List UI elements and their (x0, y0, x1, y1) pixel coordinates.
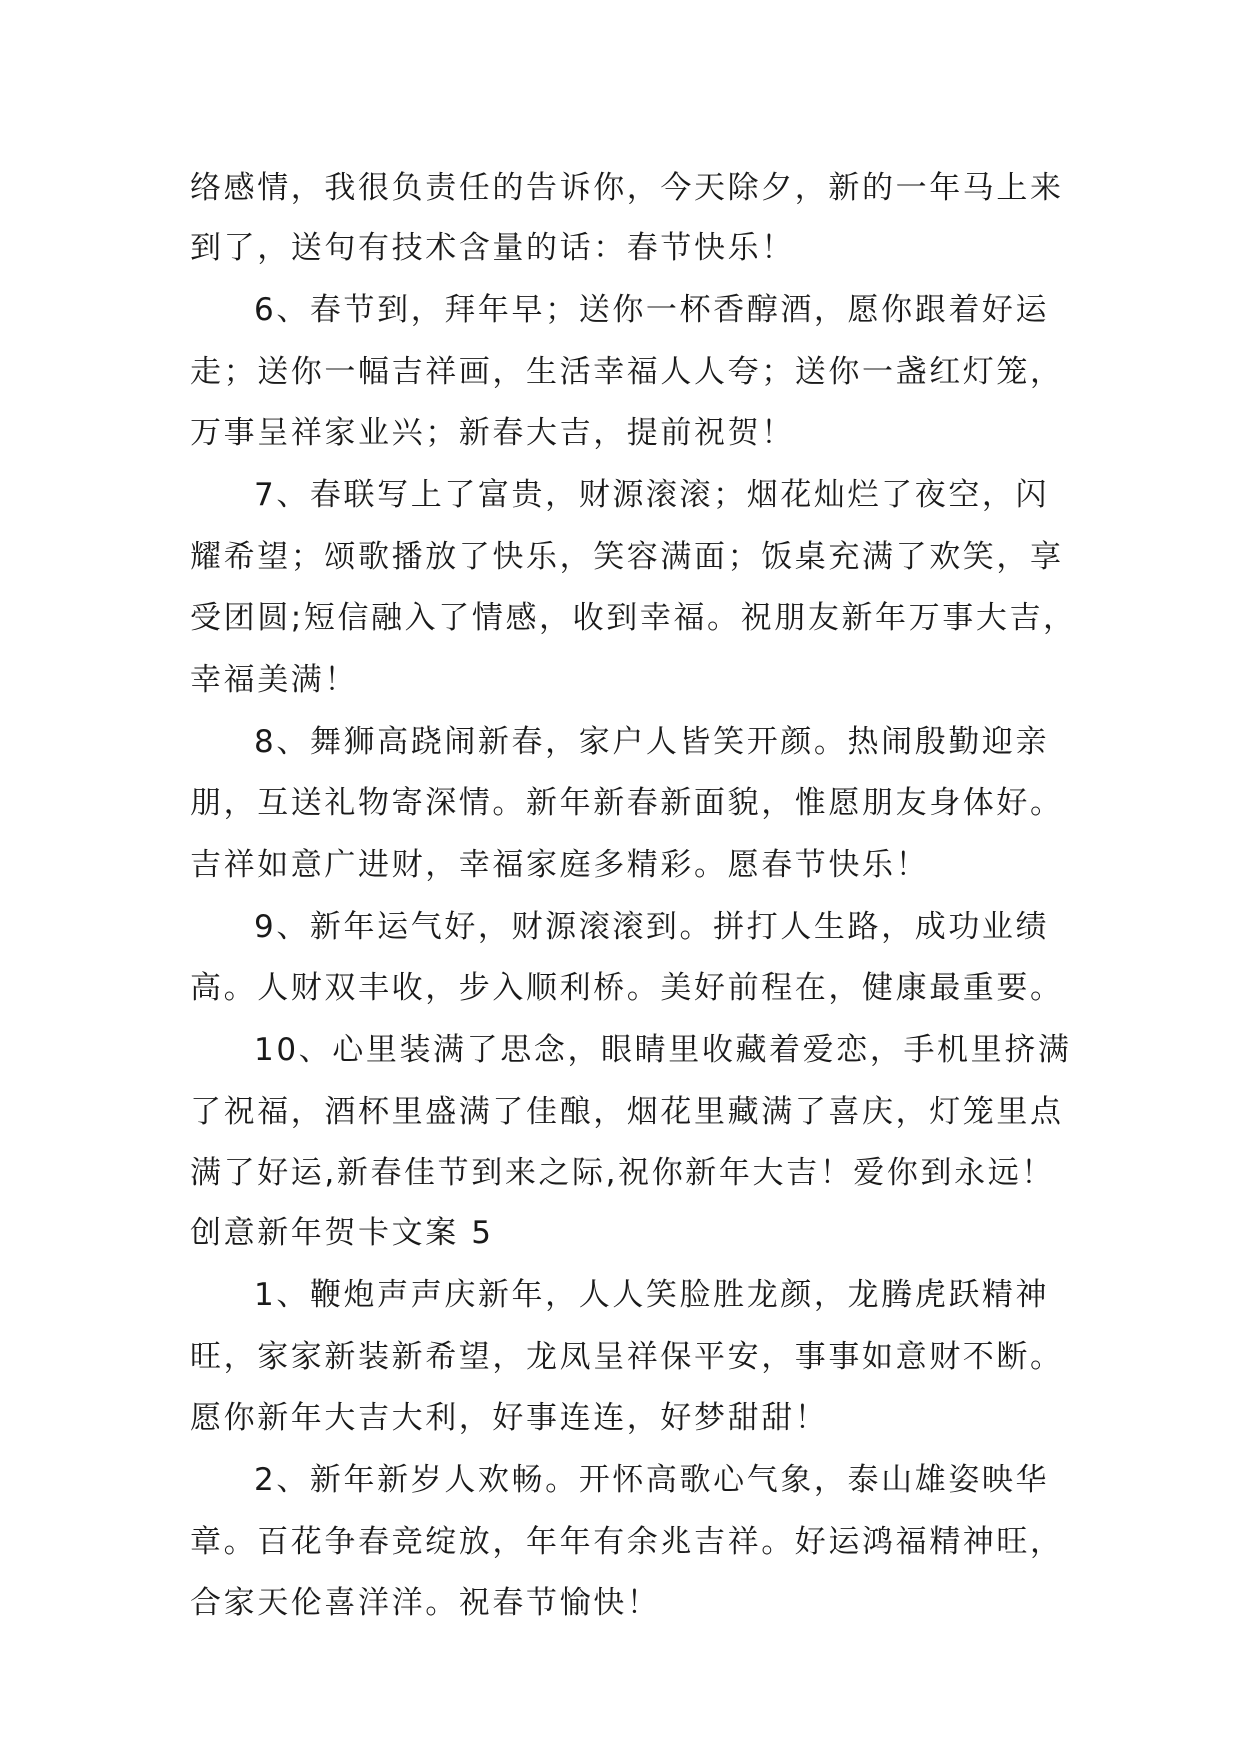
text-line: 幸福美满！ (190, 662, 358, 698)
text-line: 6、春节到，拜年早；送你一杯香醇酒，愿你跟着好运 (254, 292, 1050, 328)
text-line: 8、舞狮高跷闹新春，家户人皆笑开颜。热闹殷勤迎亲 (254, 724, 1050, 760)
text-line: 到了，送句有技术含量的话：春节快乐！ (190, 230, 795, 266)
text-line: 1、鞭炮声声庆新年，人人笑脸胜龙颜，龙腾虎跃精神 (254, 1277, 1050, 1313)
text-line: 朋，互送礼物寄深情。新年新春新面貌，惟愿朋友身体好。 (190, 785, 1064, 821)
text-line: 络感情，我很负责任的告诉你，今天除夕，新的一年马上来 (190, 170, 1064, 206)
text-line: 7、春联写上了富贵，财源滚滚；烟花灿烂了夜空，闪 (254, 477, 1050, 513)
section-heading: 创意新年贺卡文案 5 (190, 1215, 494, 1251)
text-line: 旺，家家新装新希望，龙凤呈祥保平安，事事如意财不断。 (190, 1339, 1064, 1375)
text-line: 2、新年新岁人欢畅。开怀高歌心气象，泰山雄姿映华 (254, 1462, 1050, 1498)
text-line: 章。百花争春竞绽放，年年有余兆吉祥。好运鸿福精神旺， (190, 1524, 1064, 1560)
text-line: 满了好运,新春佳节到来之际,祝你新年大吉！爱你到永远！ (190, 1155, 1055, 1191)
text-line: 愿你新年大吉大利，好事连连，好梦甜甜！ (190, 1400, 829, 1436)
text-line: 高。人财双丰收，步入顺利桥。美好前程在，健康最重要。 (190, 970, 1064, 1006)
text-line: 合家天伦喜洋洋。祝春节愉快！ (190, 1585, 661, 1621)
text-line: 受团圆;短信融入了情感，收到幸福。祝朋友新年万事大吉， (190, 600, 1077, 636)
text-line: 走；送你一幅吉祥画，生活幸福人人夸；送你一盏红灯笼， (190, 354, 1064, 390)
text-line: 10、心里装满了思念，眼睛里收藏着爱恋，手机里挤满 (254, 1032, 1072, 1068)
text-line: 了祝福，酒杯里盛满了佳酿，烟花里藏满了喜庆，灯笼里点 (190, 1094, 1064, 1130)
text-line: 吉祥如意广进财，幸福家庭多精彩。愿春节快乐！ (190, 847, 930, 883)
text-line: 9、新年运气好，财源滚滚到。拼打人生路，成功业绩 (254, 909, 1050, 945)
text-line: 耀希望；颂歌播放了快乐，笑容满面；饭桌充满了欢笑，享 (190, 539, 1064, 575)
text-line: 万事呈祥家业兴；新春大吉，提前祝贺！ (190, 415, 795, 451)
